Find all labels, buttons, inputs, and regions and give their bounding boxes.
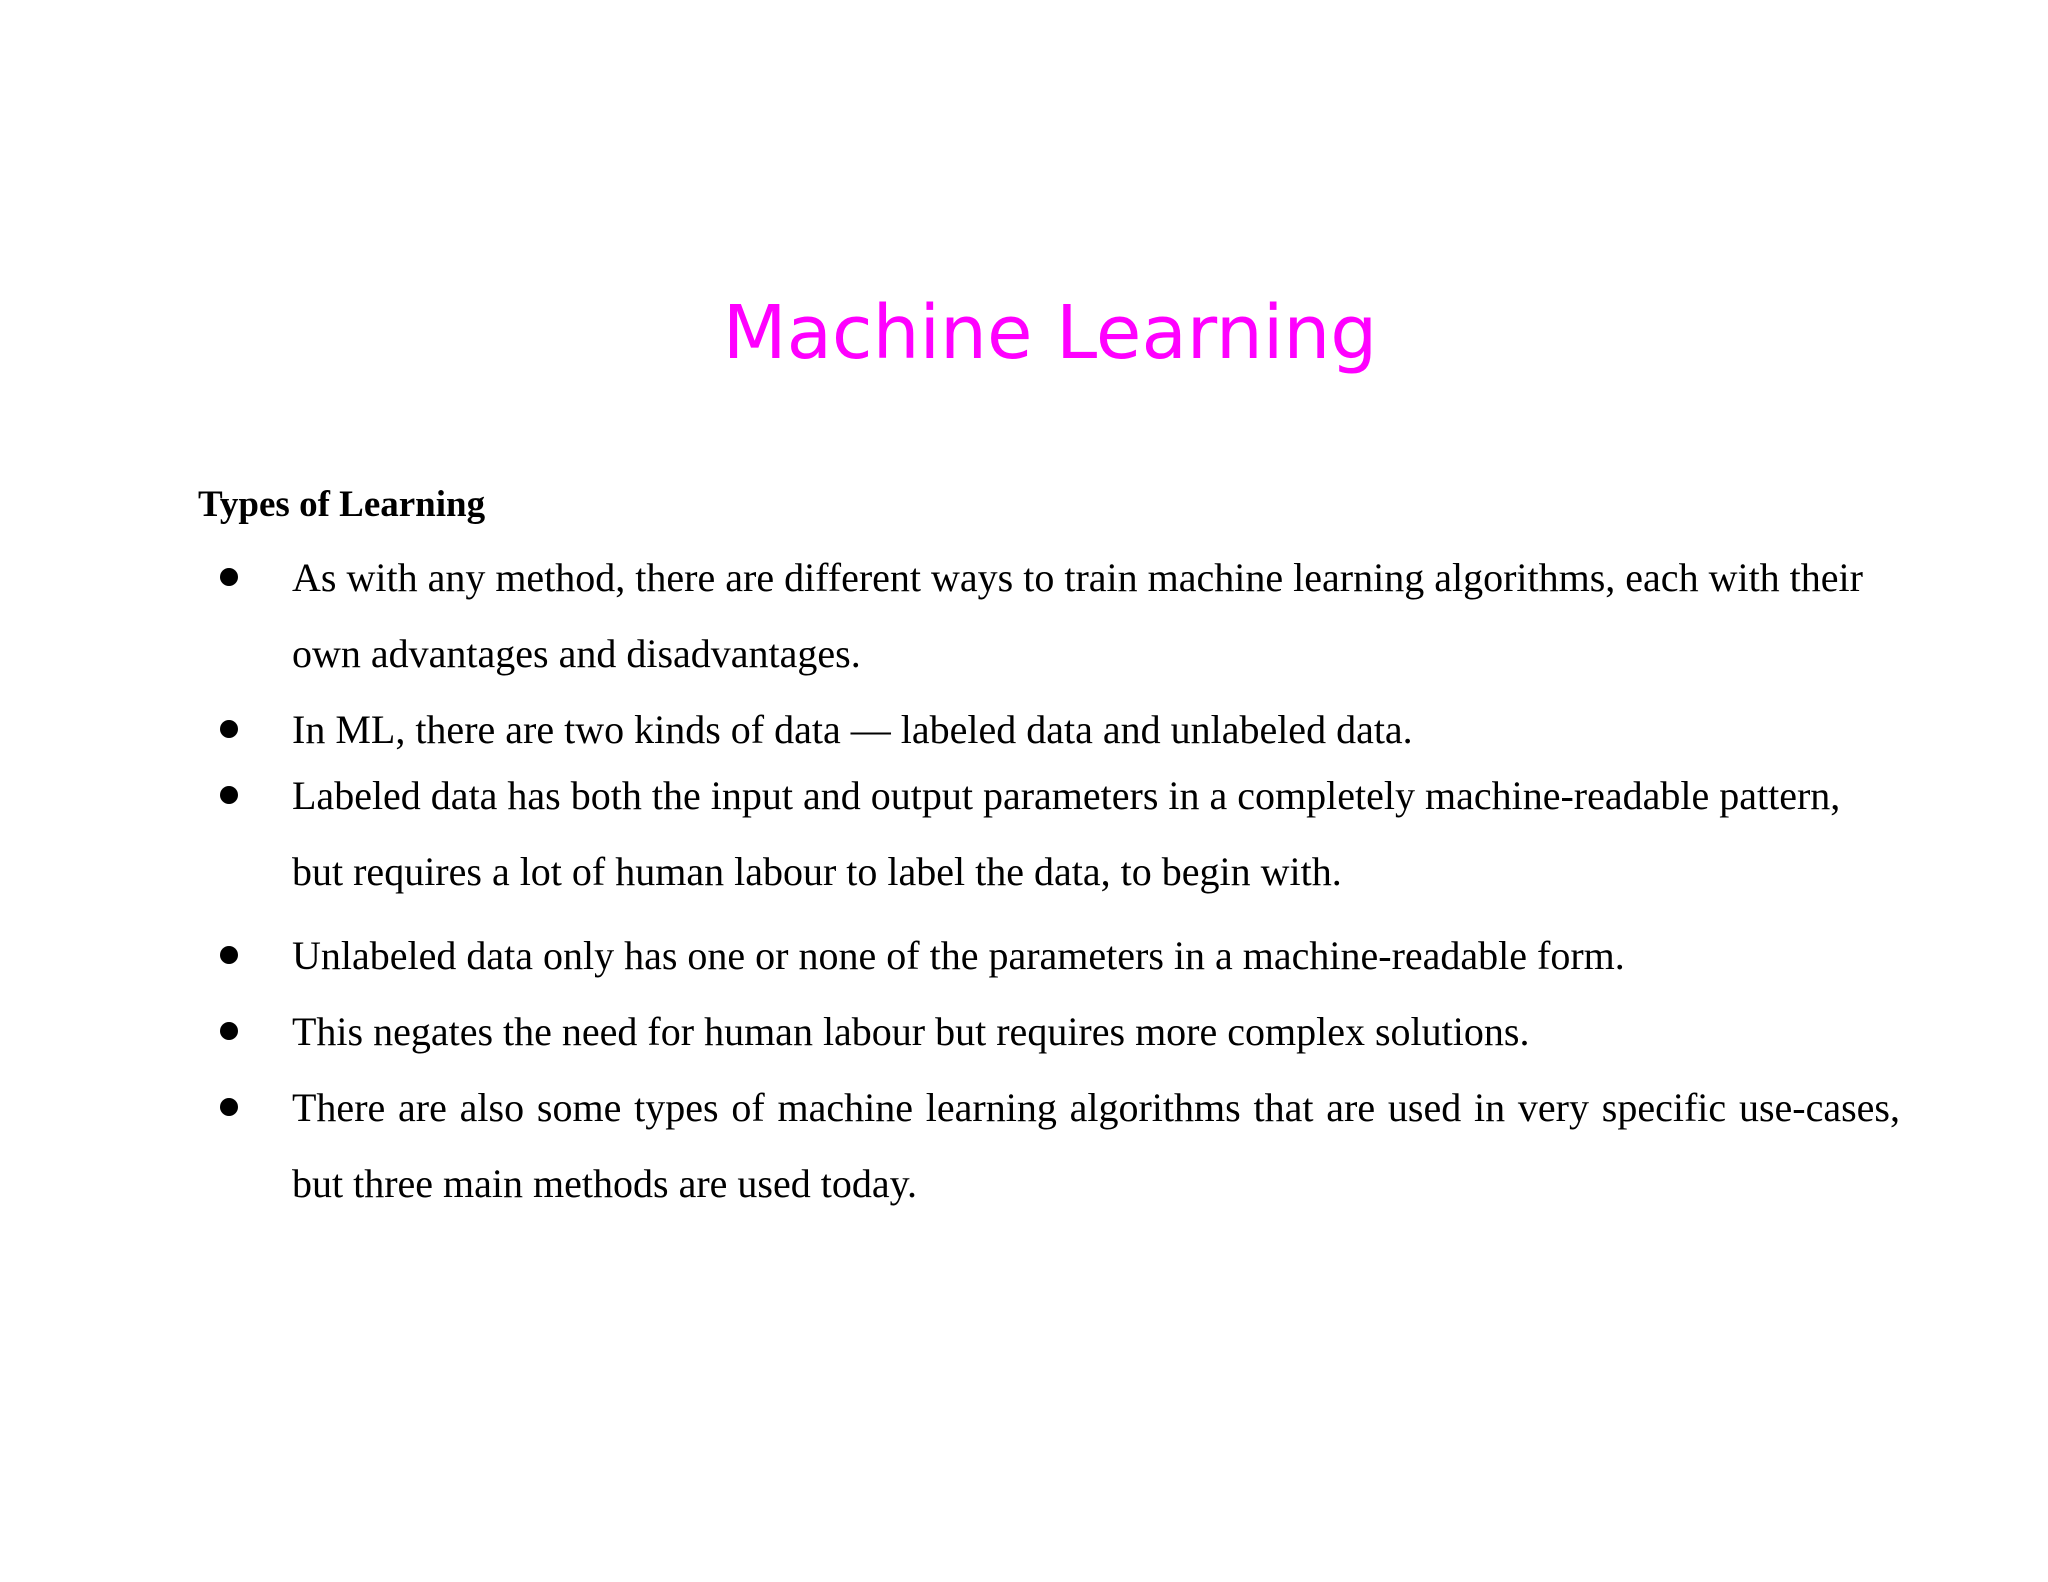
bullet-icon	[220, 568, 238, 586]
page-title: Machine Learning	[722, 290, 1378, 376]
list-item	[220, 758, 1900, 910]
list-item	[220, 918, 1900, 994]
bullet-text: This negates the need for human labour but requires more complex solutions.	[292, 1009, 1530, 1054]
list-item	[220, 1070, 1900, 1222]
bullet-icon	[220, 720, 238, 738]
bullet-icon	[220, 946, 238, 964]
list-item	[220, 692, 1900, 768]
bullet-text: In ML, there are two kinds of data — labeled data and unlabeled data.	[292, 707, 1413, 752]
bullet-icon	[220, 786, 238, 804]
bullet-text: There are also some types of machine learning algorithms that are used in very specific use-cases, but three main methods are used today.	[292, 1085, 1900, 1206]
list-item	[220, 994, 1900, 1070]
bullet-text: As with any method, there are different ways to train machine learning algorithms, each with their own advantages and disadvantages.	[292, 555, 1863, 676]
bullet-text: Labeled data has both the input and output parameters in a completely machine-readable pattern, but requires a lot of human labour to label the data, to begin with.	[292, 773, 1841, 894]
bullet-icon	[220, 1022, 238, 1040]
list-item	[220, 540, 1900, 692]
bullet-text: Unlabeled data only has one or none of the parameters in a machine-readable form.	[292, 933, 1625, 978]
bullet-icon	[220, 1098, 238, 1116]
section-heading: Types of Learning	[198, 484, 486, 525]
